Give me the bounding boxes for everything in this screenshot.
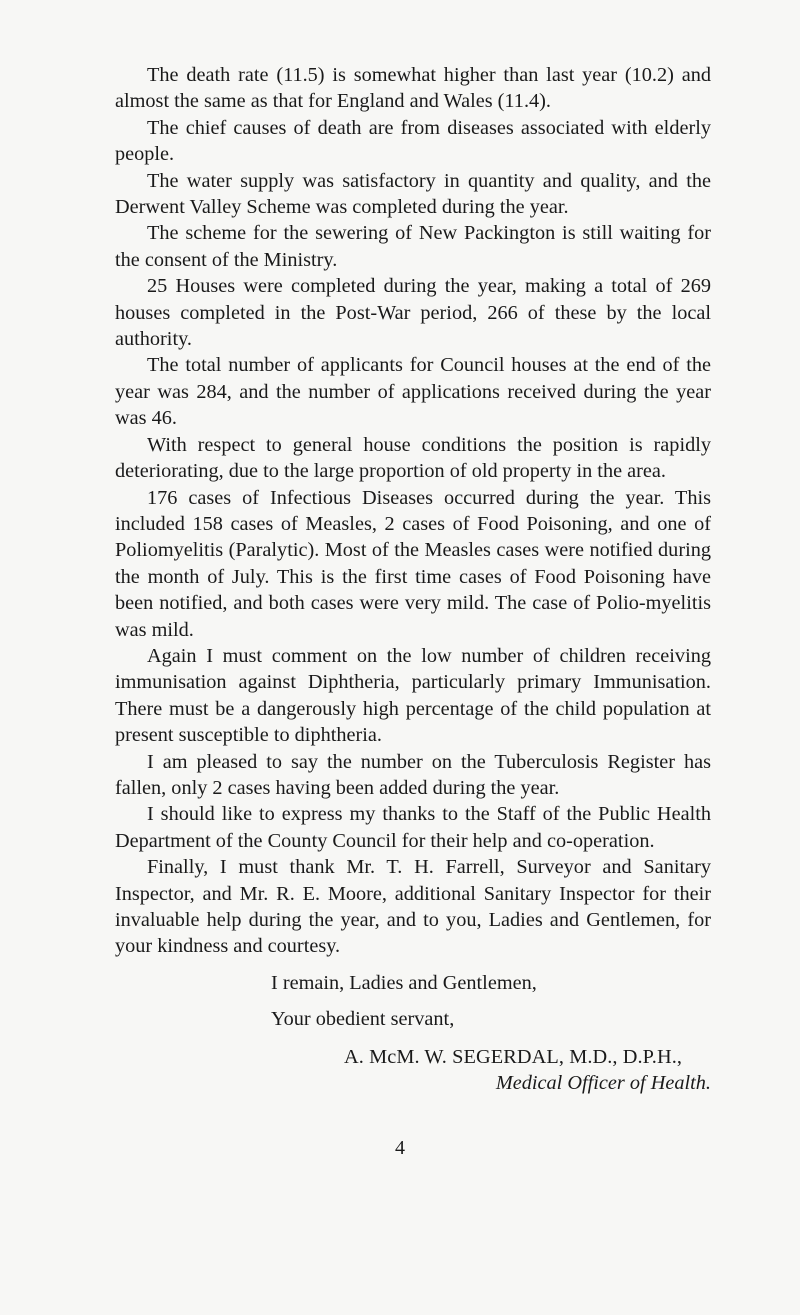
paragraph-council-applicants: The total number of applicants for Council houses at the end of the year was 284, and the number of applications received during the year was 46. — [115, 354, 711, 430]
paragraph-sewering-scheme: The scheme for the sewering of New Packington is still waiting for the consent of the Ministry. — [115, 222, 711, 271]
closing-servant: Your obedient servant, — [271, 1008, 455, 1031]
paragraph-house-conditions: With respect to general house conditions the position is rapidly deteriorating, due to the large proportion of old property in the area. — [115, 433, 711, 483]
paragraph-death-rate: The death rate (11.5) is somewhat higher than last year (10.2) and almost the same as that for England and Wales (11.4). — [115, 64, 711, 113]
paragraph-causes-of-death: The chief causes of death are from diseases associated with elderly people. — [115, 116, 711, 166]
paragraph-thanks-staff: I should like to express my thanks to the Staff of the Public Health Department of the County Council for their help and co-operation. — [115, 803, 711, 852]
paragraph-water-supply: The water supply was satisfactory in quantity and quality, and the Derwent Valley Scheme was completed during the year. — [115, 169, 711, 219]
page-number: 4 — [395, 1137, 405, 1159]
paragraph-houses-completed: 25 Houses were completed during the year, making a total of 269 houses completed in the Post-War period, 266 of these by the local authority. — [115, 275, 711, 351]
closing-remain: I remain, Ladies and Gentlemen, — [271, 971, 537, 994]
paragraph-diphtheria-immunisation: Again I must comment on the low number of children receiving immunisation against Diphtheria, particularly primary Immunisation. There must be a dangerously high percentage of the child population at present susceptible to diphtheria. — [115, 644, 711, 747]
paragraph-tuberculosis-register: I am pleased to say the number on the Tuberculosis Register has fallen, only 2 cases having been added during the year. — [115, 750, 711, 799]
signatory-title: Medical Officer of Health. — [495, 1072, 711, 1095]
letter-closing — [115, 970, 711, 1097]
signatory-name: A. McM. W. SEGERDAL, M.D., D.P.H., — [344, 1045, 683, 1068]
document-page — [115, 62, 711, 1096]
paragraph-infectious-diseases: 176 cases of Infectious Diseases occurred during the year. This included 158 cases of Measles, 2 cases of Food Poisoning, and one of Poliomyelitis (Paralytic). Most of the Measles cases were notified during the month of July. This is the first time cases of Food Poisoning have been notified, and both cases were very mild. The case of Polio-myelitis was mild. — [115, 486, 711, 641]
paragraph-thanks-inspectors: Finally, I must thank Mr. T. H. Farrell, Surveyor and Sanitary Inspector, and Mr. R. E. Moore, additional Sanitary Inspector for their invaluable help during the year, and to you, Ladies and Gentlemen, for your kindness and courtesy. — [115, 856, 711, 958]
